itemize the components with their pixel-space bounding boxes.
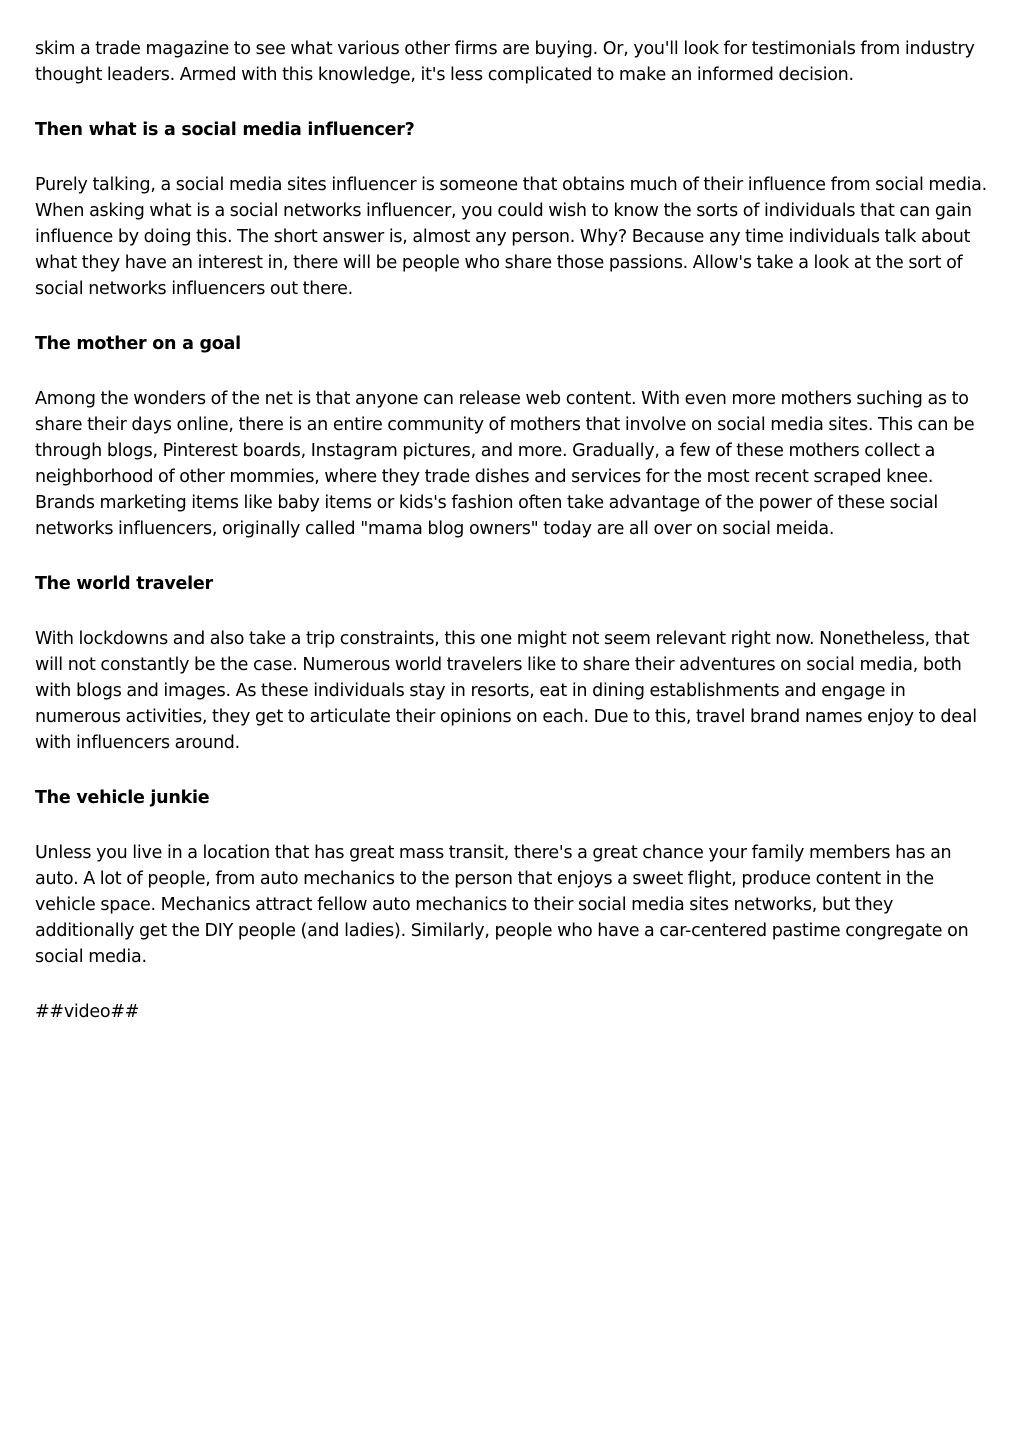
- video-placeholder-text: ##video##: [35, 1002, 140, 1022]
- section-paragraph-vehicle-junkie: Unless you live in a location that has great mass transit, there's a great chance your family members has an auto. A lot of people, from auto mechanics to the person that enjoys a sweet flight, produce content in the vehicle space. Mechanics attract fellow auto mechanics to their social media sites networks, but they additionally get the DIY people (and ladies). Similarly, people who have a car-centered pastime congregate on social media.: [35, 843, 969, 967]
- intro-paragraph: skim a trade magazine to see what various other firms are buying. Or, you'll look for testimonials from industry thought leaders. Armed with this knowledge, it's less complicated to make an informed decision.: [35, 39, 975, 85]
- section-heading-mother-on-a-goal: The mother on a goal: [35, 334, 241, 354]
- section-paragraph-world-traveler: With lockdowns and also take a trip constraints, this one might not seem relevant right now. Nonetheless, that will not constantly be the case. Numerous world travelers like to share their adventures on social media, both with blogs and images. As these individuals stay in resorts, eat in dining establishments and engage in numerous activities, they get to articulate their opinions on each. Due to this, travel brand names enjoy to deal with influencers around.: [35, 629, 977, 753]
- section-paragraph-mother-on-a-goal: Among the wonders of the net is that anyone can release web content. With even more mothers suching as to share their days online, there is an entire community of mothers that involve on social media sites. This can be through blogs, Pinterest boards, Instagram pictures, and more. Gradually, a few of these mothers collect a neighborhood of other mommies, where they trade dishes and services for the most recent scraped knee. Brands marketing items like baby items or kids's fashion often take advantage of the power of these social networks influencers, originally called "mama blog owners" today are all over on social meida.: [35, 389, 975, 539]
- article-body: [35, 36, 995, 1054]
- section-heading-world-traveler: The world traveler: [35, 574, 213, 594]
- section-heading-vehicle-junkie: The vehicle junkie: [35, 788, 210, 808]
- section-paragraph-social-media-influencer: Purely talking, a social media sites influencer is someone that obtains much of their influence from social media. When asking what is a social networks influencer, you could wish to know the sorts of individuals that can gain influence by doing this. The short answer is, almost any person. Why? Because any time individuals talk about what they have an interest in, there will be people who share those passions. Allow's take a look at the sort of social networks influencers out there.: [35, 175, 987, 299]
- section-heading-social-media-influencer: Then what is a social media influencer?: [35, 120, 415, 140]
